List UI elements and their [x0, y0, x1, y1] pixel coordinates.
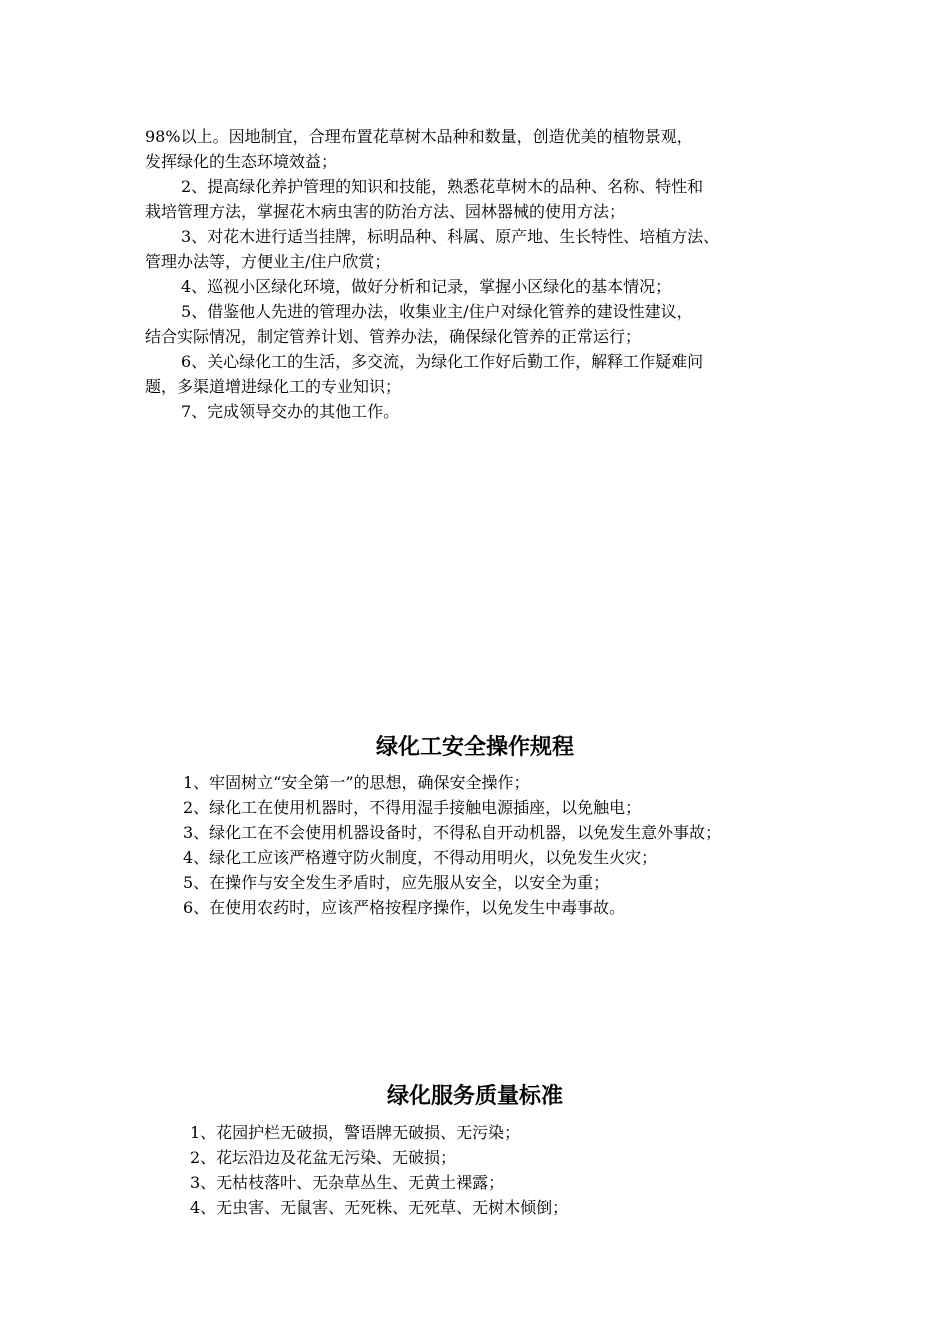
paragraph-line: 5、借鉴他人先进的管理办法，收集业主/住户对绿化管养的建设性建议， [181, 302, 693, 321]
paragraph-line: 98%以上。因地制宜，合理布置花草树木品种和数量，创造优美的植物景观， [145, 127, 693, 146]
list-item: 2、花坛沿边及花盆无污染、无破损； [190, 1148, 457, 1167]
paragraph-line: 4、巡视小区绿化环境，做好分析和记录，掌握小区绿化的基本情况； [181, 277, 672, 296]
list-item: 5、在操作与安全发生矛盾时，应先服从安全，以安全为重； [183, 873, 610, 892]
paragraph-line: 题，多渠道增进绿化工的专业知识； [145, 377, 402, 396]
section-title: 绿化服务质量标准 [386, 1084, 563, 1109]
paragraph-line: 6、关心绿化工的生活，多交流，为绿化工作好后勤工作，解释工作疑难问 [181, 352, 704, 371]
list-item: 6、在使用农药时，应该严格按程序操作，以免发生中毒事故。 [183, 898, 626, 917]
list-item: 1、花园护栏无破损，警语牌无破损、无污染； [190, 1123, 521, 1142]
paragraph-line: 管理办法等，方便业主/住户欣赏； [145, 252, 391, 271]
list-item: 4、绿化工应该严格遵守防火制度，不得动用明火，以免发生火灾； [183, 848, 658, 867]
paragraph-line: 发挥绿化的生态环境效益； [145, 152, 338, 171]
list-item: 2、绿化工在使用机器时，不得用湿手接触电源插座，以免触电； [183, 798, 642, 817]
list-item: 1、牢固树立“安全第一”的思想，确保安全操作； [183, 773, 530, 792]
paragraph-line: 3、对花木进行适当挂牌，标明品种、科属、原产地、生长特性、培植方法、 [181, 227, 720, 246]
paragraph-line: 2、提高绿化养护管理的知识和技能，熟悉花草树木的品种、名称、特性和 [181, 177, 704, 196]
list-item: 3、无枯枝落叶、无杂草丛生、无黄土裸露； [190, 1173, 505, 1192]
list-item: 4、无虫害、无鼠害、无死株、无死草、无树木倾倒； [190, 1198, 569, 1217]
paragraph-line: 结合实际情况，制定管养计划、管养办法，确保绿化管养的正常运行； [145, 327, 642, 346]
paragraph-line: 栽培管理方法，掌握花木病虫害的防治方法、园林器械的使用方法； [145, 202, 626, 221]
paragraph-line: 7、完成领导交办的其他工作。 [181, 402, 400, 421]
section-title: 绿化工安全操作规程 [375, 735, 574, 760]
list-item: 3、绿化工在不会使用机器设备时，不得私自开动机器，以免发生意外事故； [183, 823, 722, 842]
